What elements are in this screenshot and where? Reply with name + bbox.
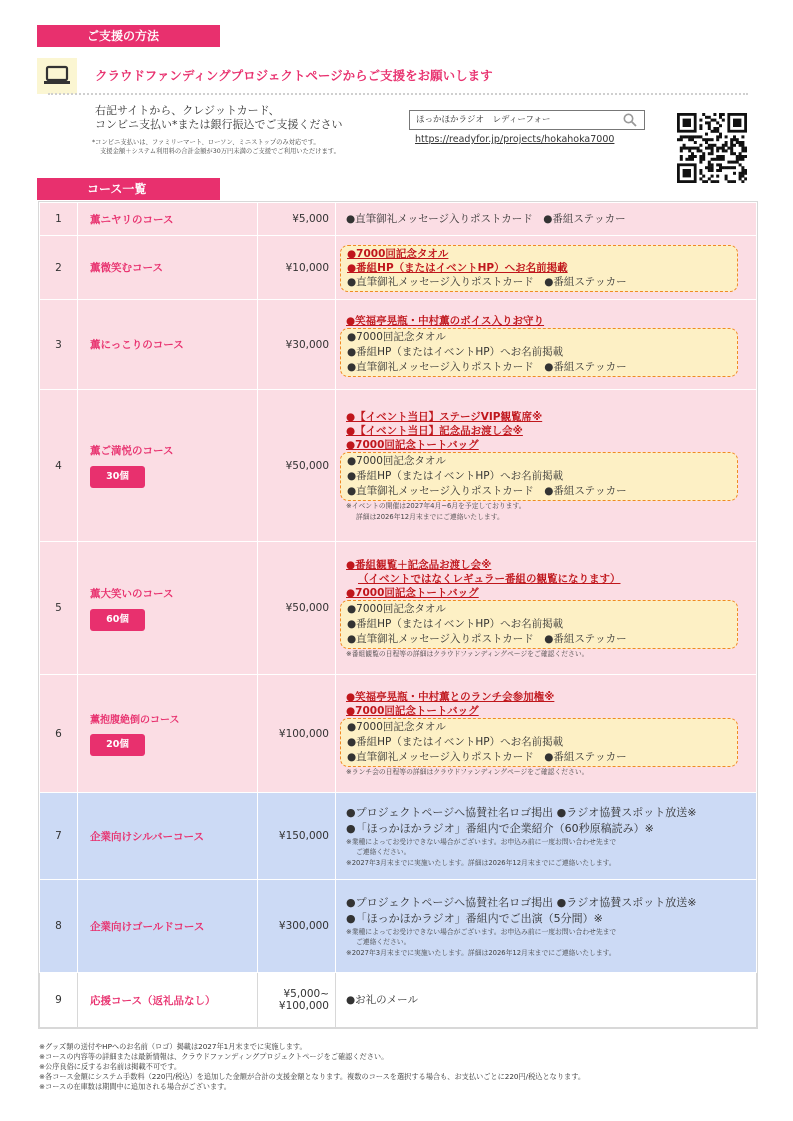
- course-name: 企業向けゴールドコース: [78, 880, 258, 973]
- special-reward-item: ●【イベント当日】ステージVIP観覧席※: [346, 411, 543, 423]
- special-reward-item: ●番組HP（またはイベントHP）へお名前掲載: [347, 262, 568, 274]
- course-row: [40, 542, 757, 675]
- reward-note: ※2027年3月末までに実施いたします。詳細は2026年12月末までにご連絡いたします。: [346, 948, 616, 957]
- base-rewards-box: [340, 328, 738, 377]
- course-price: ¥30,000: [258, 300, 336, 390]
- special-reward-item: ●笑福亭晃瓶・中村薫のボイス入りお守り: [346, 314, 545, 327]
- course-name: [78, 390, 258, 542]
- reward-note: ご連絡ください。: [356, 938, 411, 947]
- support-description-line2: コンビニ支払い*または銀行振込でご支援ください: [95, 118, 343, 131]
- course-name-text: 薫抱腹絶倒のコース: [90, 715, 180, 726]
- course-rewards: [336, 793, 757, 880]
- course-rewards: [336, 300, 757, 390]
- reward-item: ●プロジェクトページへ協賛社名ロゴ掲出 ●ラジオ協賛スポット放送※: [346, 895, 697, 909]
- laptop-icon: [37, 58, 77, 94]
- course-row: [40, 300, 757, 390]
- course-rewards: [336, 203, 757, 236]
- course-rewards: [336, 236, 757, 300]
- reward-note: ※2027年3月末までに実施いたします。詳細は2026年12月末までにご連絡いたします。: [346, 858, 616, 867]
- course-rewards: [336, 675, 757, 793]
- reward-note: ※番組観覧の日程等の詳細はクラウドファンディングページをご確認ください。: [346, 649, 589, 658]
- reward-item: ●番組HP（またはイベントHP）へお名前掲載: [347, 345, 564, 358]
- special-reward-item: （イベントではなくレギュラー番組の観覧になります）: [358, 572, 621, 585]
- support-row: [37, 58, 757, 94]
- reward-item: ●7000回記念タオル: [347, 455, 446, 467]
- footer-note: ※コースの在庫数は期間中に追加される場合がございます。: [39, 1082, 231, 1091]
- course-row: [40, 203, 757, 236]
- base-rewards-box: [340, 452, 738, 501]
- reward-item: ●直筆御礼メッセージ入りポストカード ●番組ステッカー: [346, 213, 626, 225]
- reward-note: ご連絡ください。: [356, 848, 411, 857]
- course-price: ¥50,000: [258, 390, 336, 542]
- section-title: コース一覧: [87, 182, 147, 196]
- course-price: [258, 973, 336, 1028]
- course-price: ¥100,000: [258, 675, 336, 793]
- course-name: 薫にっこりのコース: [78, 300, 258, 390]
- base-rewards-box: [340, 245, 738, 292]
- special-reward-item: ●【イベント当日】記念品お渡し会※: [346, 425, 523, 437]
- course-name: 応援コース（返礼品なし）: [78, 973, 258, 1028]
- course-row: [40, 236, 757, 300]
- reward-item: ●7000回記念タオル: [347, 602, 446, 615]
- course-name-text: 薫ご満悦のコース: [90, 445, 174, 457]
- course-name: [78, 675, 258, 793]
- section-header-support-method: [37, 25, 220, 47]
- course-name: 薫ニヤリのコース: [78, 203, 258, 236]
- stock-badge: 60個: [90, 609, 145, 631]
- convenience-note-line1: *コンビニ支払いは、ファミリーマート、ローソン、ミニストップのみ対応です。: [92, 139, 320, 146]
- course-table: [39, 202, 757, 1028]
- course-number: 2: [40, 236, 78, 300]
- reward-item: ●番組HP（またはイベントHP）へお名前掲載: [347, 617, 564, 630]
- course-price: ¥5,000: [258, 203, 336, 236]
- reward-note: ※イベントの開催は2027年4月~6月を予定しております。: [346, 502, 526, 510]
- course-price: ¥300,000: [258, 880, 336, 973]
- reward-item: ●番組HP（またはイベントHP）へお名前掲載: [347, 470, 564, 482]
- reward-item: ●直筆御礼メッセージ入りポストカード ●番組ステッカー: [347, 360, 627, 373]
- reward-item: ●お礼のメール: [346, 994, 418, 1006]
- reward-note: ※業種によってお受けできない場合がございます。お申込み前に一度お問い合わせ先まで: [346, 927, 617, 936]
- course-row: [40, 390, 757, 542]
- footer-note: ※公序良俗に反するお名前は掲載不可です。: [39, 1062, 182, 1071]
- course-number: 9: [40, 973, 78, 1028]
- reward-item: ●「ほっかほかラジオ」番組内で企業紹介（60秒原稿読み）※: [346, 821, 654, 835]
- course-row: [40, 880, 757, 973]
- course-rewards: [336, 390, 757, 542]
- reward-note: 詳細は2026年12月末までにご連絡いたします。: [356, 512, 504, 521]
- reward-item: ●番組HP（またはイベントHP）へお名前掲載: [347, 736, 564, 749]
- reward-item: ●直筆御礼メッセージ入りポストカード ●番組ステッカー: [347, 751, 627, 764]
- section-title: ご支援の方法: [87, 29, 160, 43]
- course-price: ¥10,000: [258, 236, 336, 300]
- reward-note: ※ランチ会の日程等の詳細はクラウドファンディングページをご確認ください。: [346, 768, 589, 777]
- footer-note: ※各コース金額にシステム手数料（220円/税込）を追加した金額が合計の支援金額となります。複数のコースを選択する場合も、お支払いごとに220円/税込となります。: [39, 1072, 586, 1081]
- search-text: ほっかほかラジオ レディーフォー: [416, 115, 551, 125]
- course-rewards: [336, 542, 757, 675]
- dotted-divider: [48, 93, 748, 95]
- reward-item: ●直筆御礼メッセージ入りポストカード ●番組ステッカー: [347, 485, 627, 497]
- course-name: [78, 542, 258, 675]
- stock-badge: 30個: [90, 466, 145, 488]
- price-line1: ¥5,000~: [283, 988, 329, 1000]
- course-name: 企業向けシルバーコース: [78, 793, 258, 880]
- course-rewards: [336, 880, 757, 973]
- reward-item: ●7000回記念タオル: [347, 330, 446, 343]
- qr-code[interactable]: [677, 113, 747, 183]
- reward-item: ●「ほっかほかラジオ」番組内でご出演（5分間）※: [346, 911, 603, 925]
- special-reward-item: ●番組観覧＋記念品お渡し会※: [346, 558, 492, 571]
- course-name: 薫微笑むコース: [78, 236, 258, 300]
- reward-item: ●プロジェクトページへ協賛社名ロゴ掲出 ●ラジオ協賛スポット放送※: [346, 805, 697, 819]
- stock-badge: 20個: [90, 734, 145, 756]
- course-row: [40, 675, 757, 793]
- special-reward-item: ●7000回記念トートバッグ: [346, 586, 479, 599]
- course-price: ¥50,000: [258, 542, 336, 675]
- base-rewards-box: [340, 718, 738, 767]
- price-line2: ¥100,000: [278, 1000, 329, 1012]
- search-icon: [623, 113, 637, 134]
- special-reward-item: ●笑福亭晃瓶・中村薫とのランチ会参加権※: [346, 691, 555, 704]
- reward-item: ●7000回記念タオル: [347, 721, 446, 734]
- project-url-link[interactable]: https://readyfor.jp/projects/hokahoka7000: [415, 134, 615, 145]
- course-name-text: 薫大笑いのコース: [90, 587, 174, 600]
- reward-item: ●直筆御礼メッセージ入りポストカード ●番組ステッカー: [347, 632, 627, 645]
- course-number: 7: [40, 793, 78, 880]
- support-description-line1: 右記サイトから、クレジットカード、: [95, 104, 280, 117]
- course-number: 8: [40, 880, 78, 973]
- special-reward-item: ●7000回記念タオル: [347, 248, 449, 260]
- special-reward-item: ●7000回記念トートバッグ: [346, 439, 479, 451]
- footer-note: ※グッズ類の送付やHPへのお名前（ロゴ）掲載は2027年1月末までに実施します。: [39, 1042, 307, 1051]
- reward-note: ※業種によってお受けできない場合がございます。お申込み前に一度お問い合わせ先まで: [346, 837, 617, 846]
- convenience-note-line2: 支援金額＋システム利用料の合計金額が30万円未満のご支援でご利用いただけます。: [100, 148, 340, 155]
- course-number: 5: [40, 542, 78, 675]
- course-price: ¥150,000: [258, 793, 336, 880]
- section-header-course-list: [37, 178, 220, 200]
- reward-item: ●直筆御礼メッセージ入りポストカード ●番組ステッカー: [347, 276, 627, 288]
- support-headline: クラウドファンディングプロジェクトページからご支援をお願いします: [95, 68, 493, 83]
- base-rewards-box: [340, 600, 738, 649]
- course-row: [40, 973, 757, 1028]
- search-box[interactable]: [409, 110, 645, 130]
- course-number: 6: [40, 675, 78, 793]
- course-number: 1: [40, 203, 78, 236]
- course-row: [40, 793, 757, 880]
- course-number: 4: [40, 390, 78, 542]
- special-reward-item: ●7000回記念トートバッグ: [346, 705, 479, 718]
- footer-note: ※コースの内容等の詳細または最新情報は、クラウドファンディングプロジェクトページをご確認ください。: [39, 1052, 389, 1061]
- course-number: 3: [40, 300, 78, 390]
- course-rewards: [336, 973, 757, 1028]
